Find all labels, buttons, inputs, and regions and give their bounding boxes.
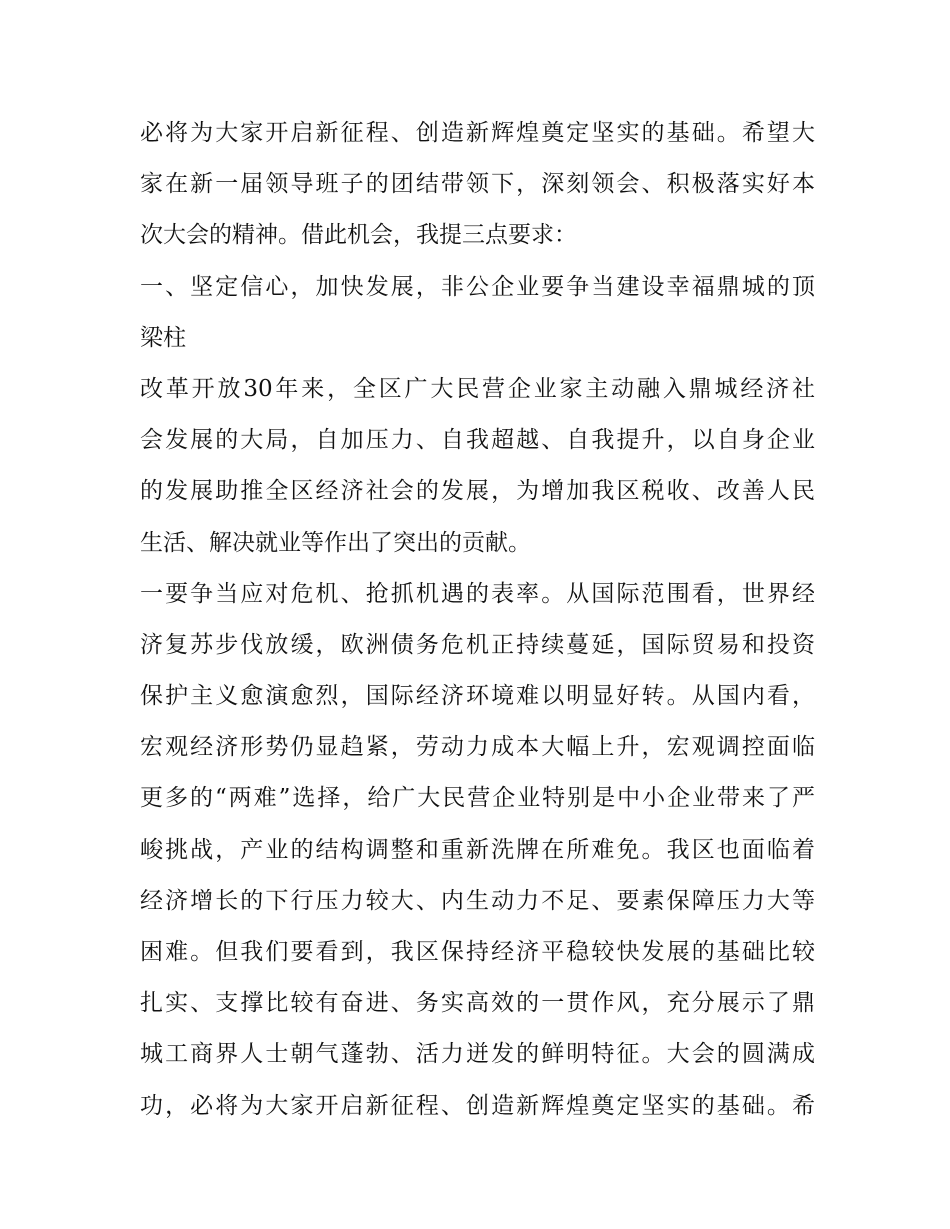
text-line: 宏观经济形势仍显趋紧，劳动力成本大幅上升，宏观调控面临 [140,734,815,761]
text-line: 峻挑战，产业的结构调整和重新洗牌在所难免。我区也面临着 [140,836,815,863]
text-line: 困难。但我们要看到，我区保持经济平稳较快发展的基础比较 [140,939,815,965]
text-line: 家在新一届领导班子的团结带领下，深刻领会、积极落实好本 [140,171,815,198]
text-line: 改革开放30年来，全区广大民营企业家主动融入鼎城经济社 [140,375,815,402]
text-line: 经济增长的下行压力较大、内生动力不足、要素保障压力大等 [140,887,815,914]
text-line: 保护主义愈演愈烈，国际经济环境难以明显好转。从国内看， [140,683,815,710]
section-heading-line: 梁柱 [140,324,186,351]
text-line: 必将为大家开启新征程、创造新辉煌奠定坚实的基础。希望大 [140,120,815,146]
text-line: 的发展助推全区经济社会的发展，为增加我区税收、改善人民 [140,478,815,505]
text-line: 一要争当应对危机、抢抓机遇的表率。从国际范围看，世界经 [140,580,815,607]
text-line: 扎实、支撑比较有奋进、务实高效的一贯作风，充分展示了鼎 [140,990,815,1017]
text-line: 更多的“两难”选择，给广大民营企业特别是中小企业带来了严 [140,785,815,812]
text-line: 功，必将为大家开启新征程、创造新辉煌奠定坚实的基础。希 [140,1092,815,1119]
text-line: 城工商界人士朝气蓬勃、活力迸发的鲜明特征。大会的圆满成 [140,1041,815,1068]
text-line: 济复苏步伐放缓，欧洲债务危机正持续蔓延，国际贸易和投资 [140,631,815,658]
text-line: 生活、解决就业等作出了突出的贡献。 [140,529,531,556]
text-line: 会发展的大局，自加压力、自我超越、自我提升，以自身企业 [140,427,815,454]
text-line: 次大会的精神。借此机会，我提三点要求： [140,222,577,249]
document-body [140,108,815,1132]
section-heading-line: 一、坚定信心，加快发展，非公企业要争当建设幸福鼎城的顶 [140,273,815,300]
